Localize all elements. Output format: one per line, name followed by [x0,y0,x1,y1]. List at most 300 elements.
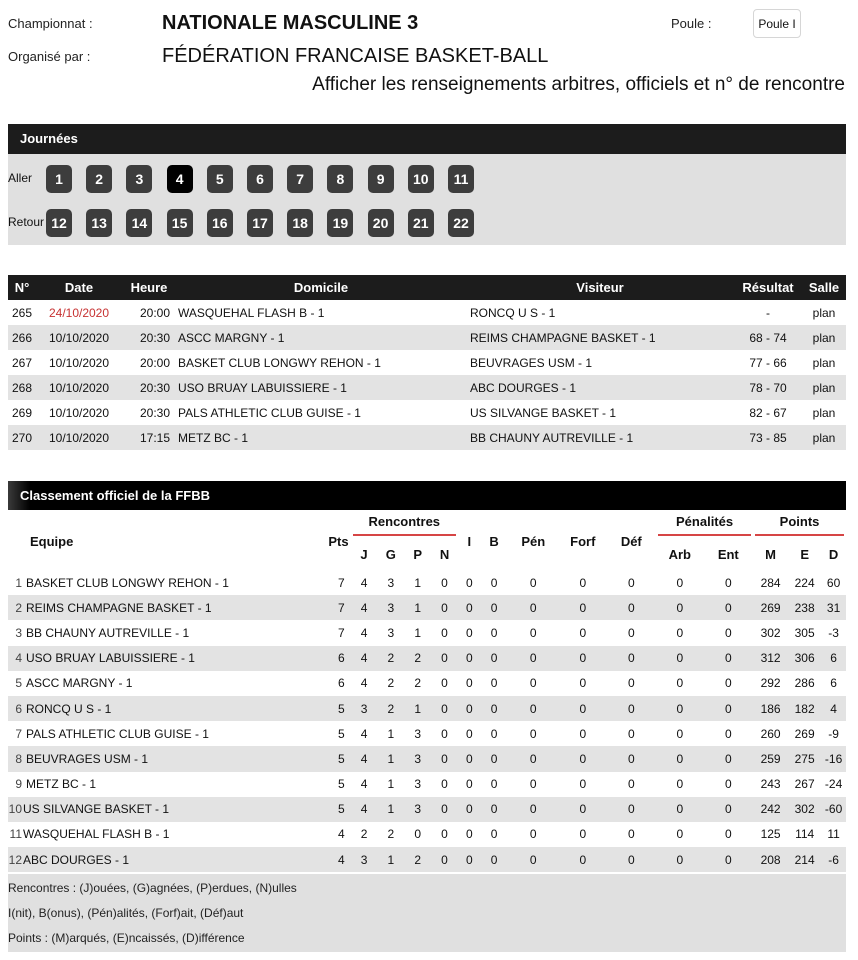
stat-p: 2 [404,671,431,696]
stat-e: 305 [788,620,821,645]
stat-pen: 0 [507,772,559,797]
stat-i: 0 [458,822,481,847]
stat-e: 214 [788,847,821,872]
stat-j: 4 [351,646,378,671]
col-i: I [467,533,472,549]
stat-forf: 0 [559,595,606,620]
stat-pen: 0 [507,671,559,696]
venue-plan-link[interactable]: plan [802,400,846,425]
stat-forf: 0 [559,847,606,872]
stat-pen: 0 [507,721,559,746]
journee-button-18[interactable]: 18 [287,209,313,237]
matches-body [8,300,846,450]
stat-forf: 0 [559,746,606,771]
stat-forf: 0 [559,570,606,595]
stat-g: 3 [377,620,404,645]
stat-arb: 0 [656,797,703,822]
venue-plan-link[interactable]: plan [802,300,846,325]
journee-button-16[interactable]: 16 [207,209,233,237]
venue-plan-link[interactable]: plan [802,325,846,350]
group-penalites [656,512,753,538]
retour-label: Retour [8,215,45,229]
stat-g: 2 [377,822,404,847]
stat-def: 0 [607,570,657,595]
stat-e: 114 [788,822,821,847]
match-result: 78 - 70 [734,375,802,400]
stat-j: 4 [351,620,378,645]
journee-button-3[interactable]: 3 [126,165,152,193]
team-name: ASCC MARGNY - 1 [26,676,133,691]
stat-i: 0 [458,721,481,746]
standings-body [8,570,846,872]
stat-ent: 0 [704,696,754,721]
stat-d: 6 [821,646,846,671]
poule-select[interactable] [753,9,801,38]
match-number: 269 [8,400,36,425]
stat-b: 0 [481,646,508,671]
match-number: 265 [8,300,36,325]
stat-i: 0 [458,772,481,797]
col-pen: Pén [521,533,546,549]
match-date: 10/10/2020 [36,400,122,425]
stat-i: 0 [458,570,481,595]
stat-arb: 0 [656,721,703,746]
stat-n: 0 [431,822,458,847]
stat-def: 0 [607,671,657,696]
group-rencontres-label: Rencontres [368,514,441,529]
stat-pen: 0 [507,620,559,645]
stat-m: 269 [753,595,788,620]
stat-def: 0 [607,797,657,822]
stat-g: 3 [377,595,404,620]
standings-table [8,512,846,872]
stat-def: 0 [607,696,657,721]
stat-j: 4 [351,772,378,797]
stat-m: 260 [753,721,788,746]
stat-ent: 0 [704,595,754,620]
col-j: J [360,546,368,562]
stat-g: 1 [377,797,404,822]
stat-i: 0 [458,620,481,645]
stat-j: 4 [351,721,378,746]
stat-def: 0 [607,721,657,746]
legend [8,874,846,952]
col-p: P [413,546,423,562]
col-visiteur: Visiteur [466,275,734,300]
stat-g: 1 [377,721,404,746]
standings-row [8,847,846,872]
journee-button-15[interactable]: 15 [167,209,193,237]
stat-ent: 0 [704,570,754,595]
stat-def: 0 [607,620,657,645]
stat-j: 4 [351,595,378,620]
stat-arb: 0 [656,646,703,671]
stat-i: 0 [458,797,481,822]
stat-pts: 4 [307,847,350,872]
team-rank: 3 [15,625,22,640]
match-time: 17:15 [122,425,176,450]
team-name: WASQUEHAL FLASH B - 1 [23,827,170,842]
journee-button-8[interactable]: 8 [327,165,353,193]
stat-g: 2 [377,671,404,696]
stat-p: 2 [404,847,431,872]
journee-button-2[interactable]: 2 [86,165,112,193]
stat-p: 1 [404,620,431,645]
stat-pen: 0 [507,746,559,771]
stat-ent: 0 [704,847,754,872]
stat-b: 0 [481,620,508,645]
stat-forf: 0 [559,721,606,746]
stat-m: 125 [753,822,788,847]
stat-pen: 0 [507,595,559,620]
championnat-label: Championnat : [8,16,93,31]
show-officials-link[interactable]: Afficher les renseignements arbitres, officiels et n° de rencontre [312,74,845,95]
stat-pts: 5 [307,696,350,721]
stat-def: 0 [607,822,657,847]
stat-pts: 7 [307,595,350,620]
stat-m: 259 [753,746,788,771]
match-date: 24/10/2020 [36,300,122,325]
match-time: 20:30 [122,375,176,400]
journee-button-17[interactable]: 17 [247,209,273,237]
team-name: BB CHAUNY AUTREVILLE - 1 [26,625,190,640]
stat-pts: 6 [307,671,350,696]
journee-button-21[interactable]: 21 [408,209,434,237]
stat-m: 243 [753,772,788,797]
journee-button-20[interactable]: 20 [368,209,394,237]
stat-e: 267 [788,772,821,797]
stat-forf: 0 [559,620,606,645]
journee-button-4[interactable]: 4 [167,165,193,193]
team-rank: 4 [15,651,22,666]
stat-forf: 0 [559,696,606,721]
team-name: US SILVANGE BASKET - 1 [23,802,170,817]
match-row [8,325,846,350]
legend-points: Points : (M)arqués, (E)ncaissés, (D)ifférence [8,931,245,945]
team-cell [8,772,307,797]
match-date: 10/10/2020 [36,325,122,350]
match-result: 82 - 67 [734,400,802,425]
stat-d: 60 [821,570,846,595]
team-name: METZ BC - 1 [26,777,97,792]
col-n: N [439,546,450,562]
stat-m: 284 [753,570,788,595]
stat-e: 302 [788,797,821,822]
stat-b: 0 [481,570,508,595]
stat-arb: 0 [656,696,703,721]
team-rank: 11 [9,827,22,842]
stat-p: 3 [404,797,431,822]
stat-forf: 0 [559,822,606,847]
team-name: BEUVRAGES USM - 1 [26,751,149,766]
journee-button-19[interactable]: 19 [327,209,353,237]
stat-pts: 5 [307,797,350,822]
team-name: BASKET CLUB LONGWY REHON - 1 [26,575,229,590]
stat-i: 0 [458,595,481,620]
journee-button-7[interactable]: 7 [287,165,313,193]
stat-e: 238 [788,595,821,620]
stat-d: 31 [821,595,846,620]
team-cell [8,646,307,671]
venue-plan-link[interactable]: plan [802,425,846,450]
stat-pts: 5 [307,746,350,771]
standings-row [8,595,846,620]
stat-pen: 0 [507,797,559,822]
journee-button-14[interactable]: 14 [126,209,152,237]
match-date: 10/10/2020 [36,350,122,375]
stat-ent: 0 [704,746,754,771]
standings-row [8,772,846,797]
stat-n: 0 [431,847,458,872]
standings-row [8,721,846,746]
stat-d: -9 [821,721,846,746]
col-forf: Forf [570,533,596,549]
team-cell [8,797,307,822]
journee-button-22[interactable]: 22 [448,209,474,237]
venue-plan-link[interactable]: plan [802,350,846,375]
stat-forf: 0 [559,646,606,671]
stat-p: 2 [404,646,431,671]
match-result: 77 - 66 [734,350,802,375]
stat-i: 0 [458,746,481,771]
stat-arb: 0 [656,595,703,620]
match-number: 267 [8,350,36,375]
team-name: ABC DOURGES - 1 [23,852,130,867]
standings-row [8,646,846,671]
stat-b: 0 [481,746,508,771]
match-date: 10/10/2020 [36,375,122,400]
stat-j: 4 [351,570,378,595]
match-time: 20:30 [122,400,176,425]
stat-j: 4 [351,746,378,771]
stat-m: 186 [753,696,788,721]
stat-g: 1 [377,847,404,872]
team-cell [8,721,307,746]
team-rank: 7 [15,726,22,741]
stat-pts: 4 [307,822,350,847]
team-name: REIMS CHAMPAGNE BASKET - 1 [26,600,212,615]
stat-j: 3 [351,847,378,872]
journee-button-1[interactable]: 1 [46,165,72,193]
match-number: 268 [8,375,36,400]
stat-pen: 0 [507,847,559,872]
stat-j: 4 [351,797,378,822]
journee-button-9[interactable]: 9 [368,165,394,193]
stat-arb: 0 [656,746,703,771]
col-g: G [385,546,396,562]
journee-button-10[interactable]: 10 [408,165,434,193]
match-row [8,400,846,425]
journee-button-13[interactable]: 13 [86,209,112,237]
team-cell [8,746,307,771]
stat-p: 0 [404,822,431,847]
journee-button-5[interactable]: 5 [207,165,233,193]
stat-g: 2 [377,696,404,721]
away-team: US SILVANGE BASKET - 1 [466,400,734,425]
team-name: PALS ATHLETIC CLUB GUISE - 1 [26,726,209,741]
col-num: N° [8,275,36,300]
stat-e: 269 [788,721,821,746]
stat-b: 0 [481,721,508,746]
standings-row [8,570,846,595]
stat-b: 0 [481,595,508,620]
col-domicile: Domicile [176,275,466,300]
stat-def: 0 [607,646,657,671]
stat-i: 0 [458,847,481,872]
stat-arb: 0 [656,671,703,696]
group-points-label: Points [779,514,820,529]
standings-row [8,746,846,771]
match-result: - [734,300,802,325]
stat-e: 182 [788,696,821,721]
stat-pts: 6 [307,646,350,671]
match-result: 68 - 74 [734,325,802,350]
col-arb: Arb [668,546,691,562]
venue-plan-link[interactable]: plan [802,375,846,400]
home-team: USO BRUAY LABUISSIERE - 1 [176,375,466,400]
organise-value: FÉDÉRATION FRANCAISE BASKET-BALL [162,45,549,67]
team-rank: 5 [15,676,22,691]
col-resultat: Résultat [734,275,802,300]
away-team: BB CHAUNY AUTREVILLE - 1 [466,425,734,450]
home-team: WASQUEHAL FLASH B - 1 [176,300,466,325]
col-d: D [828,546,839,562]
col-pts: Pts [328,533,349,549]
stat-n: 0 [431,595,458,620]
stat-b: 0 [481,772,508,797]
stat-b: 0 [481,822,508,847]
matches-header-row [8,275,846,300]
home-team: METZ BC - 1 [176,425,466,450]
match-result: 73 - 85 [734,425,802,450]
stat-arb: 0 [656,847,703,872]
match-row [8,375,846,400]
stat-g: 3 [377,570,404,595]
stat-d: 6 [821,671,846,696]
journee-button-12[interactable]: 12 [46,209,72,237]
stat-j: 4 [351,671,378,696]
organise-label: Organisé par : [8,49,91,64]
stat-n: 0 [431,671,458,696]
stat-i: 0 [458,671,481,696]
team-name: USO BRUAY LABUISSIERE - 1 [26,651,195,666]
team-cell [8,847,307,872]
stat-def: 0 [607,847,657,872]
group-rencontres [351,512,458,538]
stat-n: 0 [431,746,458,771]
stat-m: 302 [753,620,788,645]
stat-g: 1 [377,772,404,797]
stat-pts: 7 [307,620,350,645]
home-team: ASCC MARGNY - 1 [176,325,466,350]
stat-forf: 0 [559,671,606,696]
stat-pen: 0 [507,822,559,847]
stat-pen: 0 [507,646,559,671]
stat-ent: 0 [704,822,754,847]
standings-row [8,696,846,721]
stat-arb: 0 [656,570,703,595]
stat-j: 2 [351,822,378,847]
stat-e: 286 [788,671,821,696]
col-ent: Ent [717,546,739,562]
team-cell [8,620,307,645]
stat-ent: 0 [704,671,754,696]
stat-d: -6 [821,847,846,872]
home-team: BASKET CLUB LONGWY REHON - 1 [176,350,466,375]
match-time: 20:30 [122,325,176,350]
col-heure: Heure [122,275,176,300]
stat-ent: 0 [704,772,754,797]
group-points [753,512,846,538]
standings-header [8,481,846,510]
stat-i: 0 [458,646,481,671]
away-team: REIMS CHAMPAGNE BASKET - 1 [466,325,734,350]
stat-n: 0 [431,772,458,797]
poule-label: Poule : [671,16,712,31]
standings-row [8,671,846,696]
standings-row [8,620,846,645]
match-number: 270 [8,425,36,450]
match-row [8,425,846,450]
team-cell [8,822,307,847]
stat-ent: 0 [704,721,754,746]
col-def: Déf [620,533,642,549]
journees-title: Journées [20,131,78,146]
stat-m: 242 [753,797,788,822]
stat-p: 3 [404,746,431,771]
col-salle: Salle [802,275,846,300]
stat-n: 0 [431,696,458,721]
team-name: RONCQ U S - 1 [26,701,112,716]
group-penalites-label: Pénalités [676,514,734,529]
journee-button-6[interactable]: 6 [247,165,273,193]
stat-n: 0 [431,620,458,645]
standings-title: Classement officiel de la FFBB [20,488,210,503]
team-cell [8,671,307,696]
team-cell [8,595,307,620]
home-team: PALS ATHLETIC CLUB GUISE - 1 [176,400,466,425]
stat-e: 275 [788,746,821,771]
stat-n: 0 [431,797,458,822]
col-e: E [800,546,809,562]
team-rank: 10 [8,802,22,817]
journee-button-11[interactable]: 11 [448,165,474,193]
stat-n: 0 [431,570,458,595]
championnat-value: NATIONALE MASCULINE 3 [162,12,419,34]
match-time: 20:00 [122,300,176,325]
match-number: 266 [8,325,36,350]
stat-pts: 5 [307,721,350,746]
standings-row [8,822,846,847]
stat-p: 3 [404,772,431,797]
stat-def: 0 [607,746,657,771]
col-b: B [489,533,499,549]
stat-d: -24 [821,772,846,797]
stat-d: -16 [821,746,846,771]
stat-pen: 0 [507,696,559,721]
team-rank: 6 [15,701,22,716]
stat-def: 0 [607,772,657,797]
col-equipe: Equipe [30,533,74,549]
col-date: Date [36,275,122,300]
stat-p: 1 [404,595,431,620]
stat-arb: 0 [656,822,703,847]
stat-e: 306 [788,646,821,671]
away-team: BEUVRAGES USM - 1 [466,350,734,375]
stat-ent: 0 [704,797,754,822]
stat-d: -3 [821,620,846,645]
aller-label: Aller [8,171,33,185]
